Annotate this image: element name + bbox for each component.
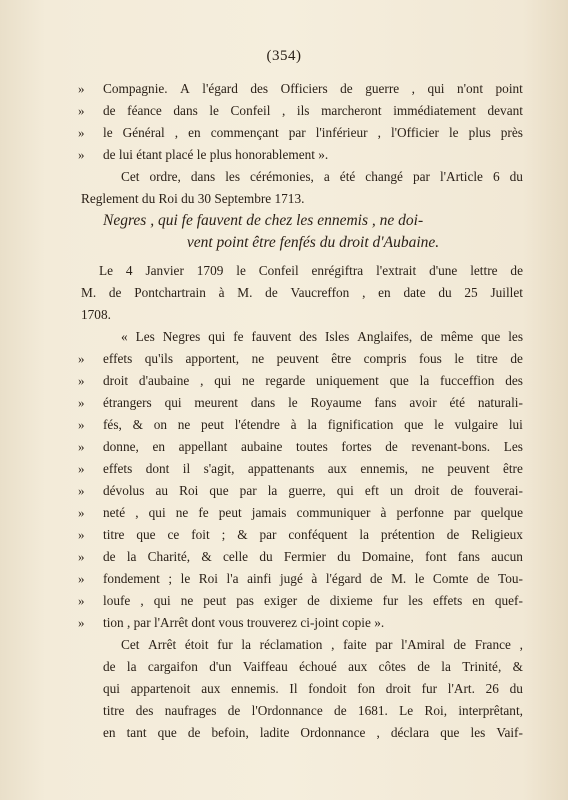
text-line: de lui étant placé le plus honorablement ».	[103, 147, 329, 162]
quote-mark: »	[78, 527, 85, 542]
quote-mark: »	[78, 125, 85, 140]
text-line: de la cargaifon d'un Vaiffeau échoué aux côtes de la Trinité, &	[103, 659, 523, 674]
quote-mark: »	[78, 571, 85, 586]
quote-mark: »	[78, 615, 85, 630]
text-line: dévolus au Roi que par la guerre, qui eft un droit de fouverai-	[103, 483, 523, 498]
text-line: effets dont il s'agit, appattenants aux ennemis, ne peuvent être	[103, 461, 523, 476]
text-line: donne, en appellant aubaine toutes fortes de revenant-bons. Les	[103, 439, 523, 454]
text-line: Compagnie. A l'égard des Officiers de guerre , qui n'ont point	[103, 81, 523, 96]
text-line: 1708.	[81, 307, 111, 322]
quote-mark: »	[78, 351, 85, 366]
quote-mark: »	[78, 395, 85, 410]
text-line: de la Charité, & celle du Fermier du Domaine, font fans aucun	[103, 549, 523, 564]
text-line: qui appartenoit aux ennemis. Il fondoit fon droit fur l'Art. 26 du	[103, 681, 523, 696]
text-line: Cet Arrêt étoit fur la réclamation , faite par l'Amiral de France ,	[121, 637, 523, 652]
quote-mark: »	[78, 147, 85, 162]
quote-mark: »	[78, 461, 85, 476]
quote-mark: »	[78, 549, 85, 564]
text-line: loufe , qui ne peut pas exiger de dixieme fur les effets en quef-	[103, 593, 523, 608]
text-line: neté , qui ne fe peut jamais communiquer à perfonne par quelque	[103, 505, 523, 520]
text-line: M. de Pontchartrain à M. de Vaucreffon , en date du 25 Juillet	[81, 285, 523, 300]
quote-mark: »	[78, 81, 85, 96]
page-number: (354)	[266, 48, 302, 64]
text-line: Reglement du Roi du 30 Septembre 1713.	[81, 191, 305, 206]
text-line: titre que ce foit ; & par conféquent la prétention de Religieux	[103, 527, 523, 542]
quote-mark: »	[78, 439, 85, 454]
text-line: tion , par l'Arrêt dont vous trouverez ci-joint copie ».	[103, 615, 385, 630]
text-line: fés, & on ne peut l'étendre à la fignification que le vulgaire lui	[103, 417, 523, 432]
text-line: « Les Negres qui fe fauvent des Isles Anglaifes, de même que les	[121, 329, 523, 344]
text-line: le Général , en commençant par l'inférieur , l'Officier le plus près	[103, 125, 523, 140]
section-title-line-2: vent point être fenfés du droit d'Aubaine.	[186, 234, 440, 251]
text-line: droit d'aubaine , qui ne regarde uniquement que la fucceffion des	[103, 373, 523, 388]
quote-mark: »	[78, 373, 85, 388]
quote-mark: »	[78, 103, 85, 118]
text-line: de féance dans le Confeil , ils marcheront immédiatement devant	[103, 103, 523, 118]
text-line: étrangers qui meurent dans le Royaume fans avoir été naturali-	[103, 395, 523, 410]
text-line: effets qu'ils apportent, ne peuvent être compris fous le titre de	[103, 351, 523, 366]
text-line: Cet ordre, dans les cérémonies, a été changé par l'Article 6 du	[121, 169, 523, 184]
section-title-line-1: Negres , qui fe fauvent de chez les ennemis , ne doi-	[103, 212, 424, 229]
quote-mark: »	[78, 483, 85, 498]
quote-mark: »	[78, 505, 85, 520]
text-line: en tant que de befoin, ladite Ordonnance , déclara que les Vaif-	[103, 725, 523, 740]
text-line: titre des naufrages de l'Ordonnance de 1681. Le Roi, interprêtant,	[103, 703, 523, 718]
text-line: Le 4 Janvier 1709 le Confeil enrégiftra l'extrait d'une lettre de	[99, 263, 523, 278]
text-line: fondement ; le Roi l'a ainfi jugé à l'égard de M. le Comte de Tou-	[103, 571, 523, 586]
quote-mark: »	[78, 417, 85, 432]
quote-mark: »	[78, 593, 85, 608]
